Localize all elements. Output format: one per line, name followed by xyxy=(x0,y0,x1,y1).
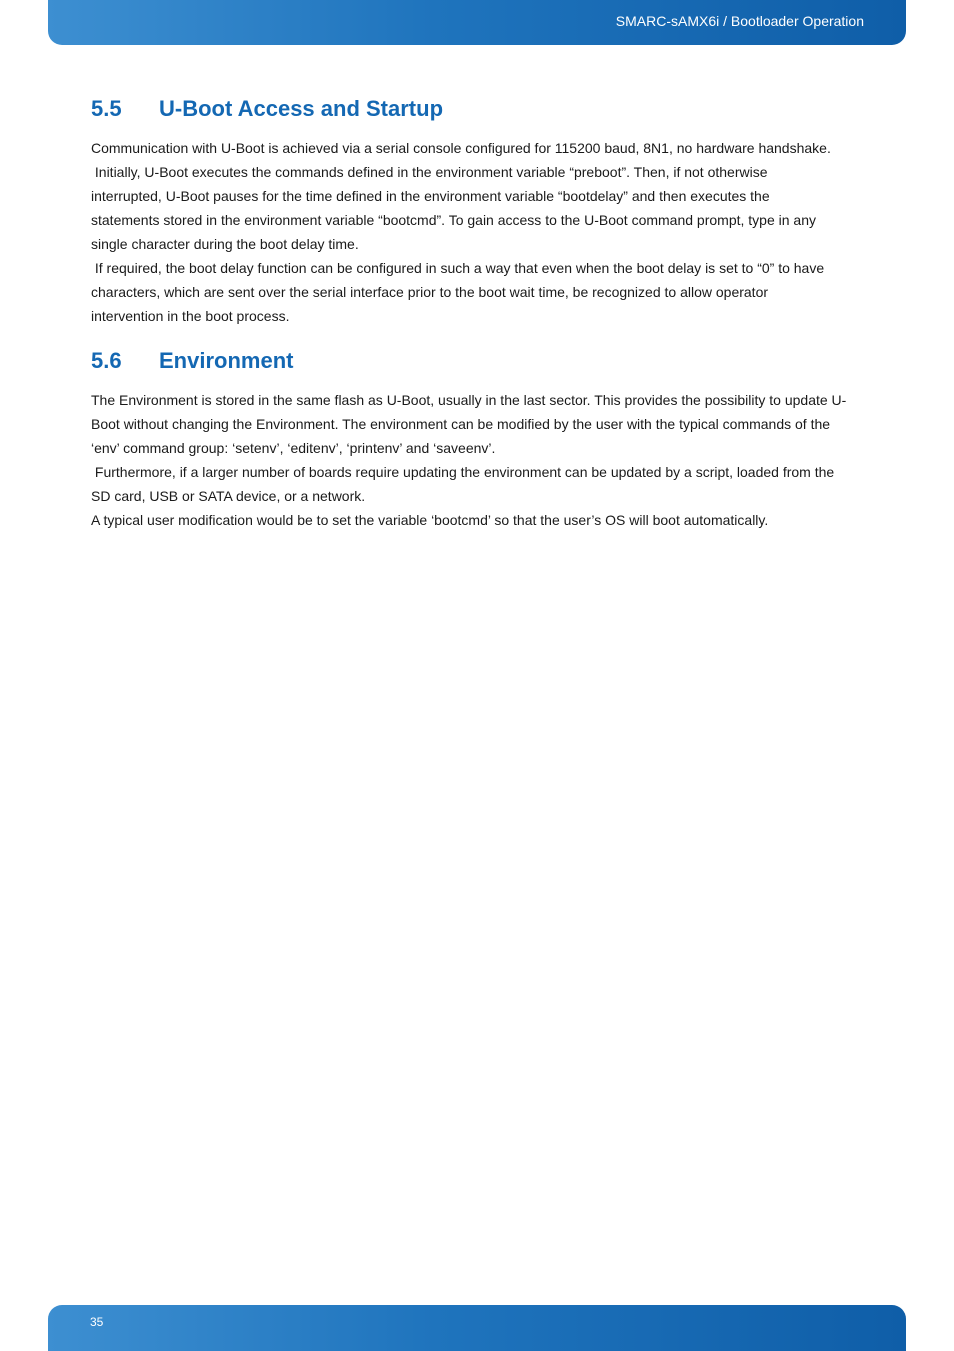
section-body xyxy=(91,136,867,328)
section-number: 5.6 xyxy=(91,348,122,373)
paragraph: Furthermore, if a larger number of boards require updating the environment can be updated by a script, loaded from the SD card, USB or SATA device, or a network. xyxy=(91,464,835,504)
paragraph: A typical user modification would be to set the variable ‘bootcmd’ so that the user’s OS will boot automatically. xyxy=(91,512,769,528)
paragraph: Communication with U-Boot is achieved via a serial console configured for 115200 baud, 8N1, no hardware handshake. Initially, U-Boot executes the commands defined in the environment variable “preboot”. Then, if not otherwise interrupted, U-Boot pauses for the time defined in the environment variable “bootdelay” and then executes the statements stored in the environment variable “bootcmd”. To gain access to the U-Boot command prompt, type in any single character during the boot delay time. xyxy=(91,140,831,252)
section-uboot-access xyxy=(91,94,867,328)
section-body xyxy=(91,388,867,532)
section-title: U-Boot Access and Startup xyxy=(159,96,444,121)
section-heading xyxy=(91,346,867,376)
section-heading xyxy=(91,94,867,124)
main-content xyxy=(91,94,867,532)
paragraph: If required, the boot delay function can be configured in such a way that even when the boot delay is set to “0” to have characters, which are sent over the serial interface prior to the boot wait time, be recognized to allow operator intervention in the boot process. xyxy=(91,260,825,324)
section-title: Environment xyxy=(159,348,294,373)
page-header xyxy=(48,0,906,45)
paragraph: The Environment is stored in the same flash as U-Boot, usually in the last sector. This provides the possibility to update U- Boot without changing the Environment. The environment can be modified by the user with the typical commands of the ‘env’ command group: ‘setenv’, ‘editenv’, ‘printenv’ and ‘saveenv’. xyxy=(91,392,847,456)
section-number: 5.5 xyxy=(91,96,122,121)
page-number: 35 xyxy=(90,1315,104,1329)
page-footer xyxy=(48,1305,906,1351)
section-environment xyxy=(91,346,867,532)
header-title: SMARC-sAMX6i / Bootloader Operation xyxy=(615,13,864,29)
